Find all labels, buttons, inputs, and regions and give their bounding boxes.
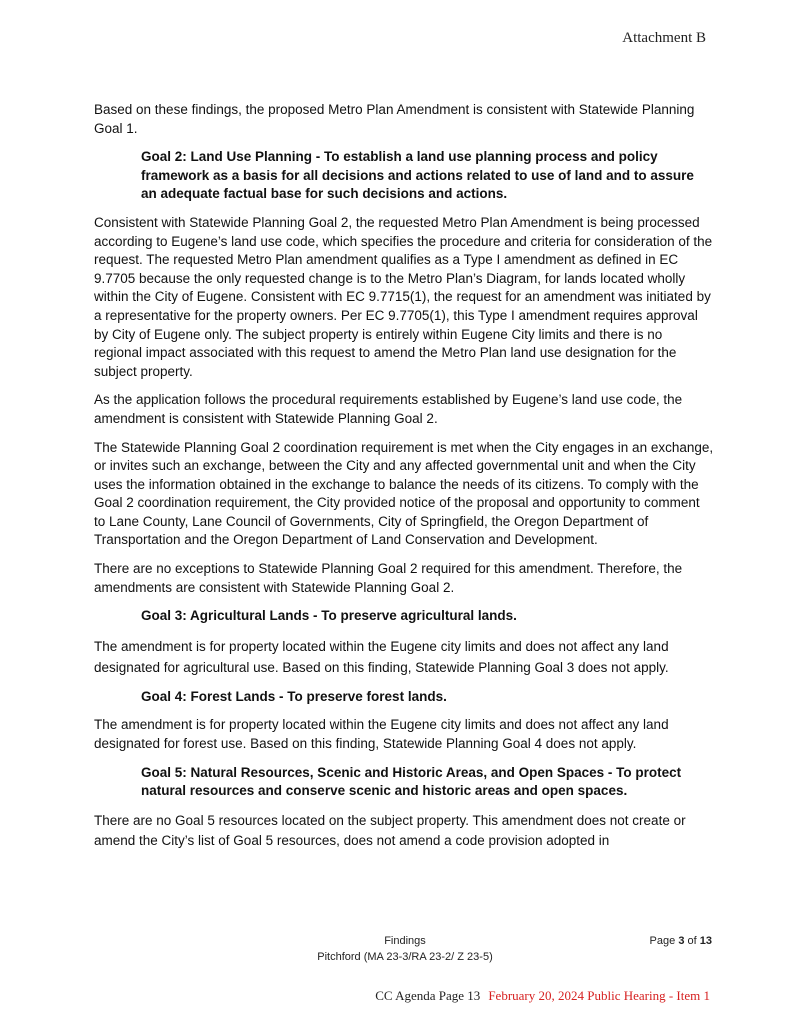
page-word: Page bbox=[649, 935, 676, 947]
document-body bbox=[94, 101, 714, 861]
goal-5-heading: Goal 5: Natural Resources, Scenic and Historic Areas, and Open Spaces - To protect natural resources and conserve scenic and historic areas and open spaces. bbox=[141, 764, 682, 799]
paragraph: There are no exceptions to Statewide Planning Goal 2 required for this amendment. Therefore, the amendments are consistent with Statewide Planning Goal 2. bbox=[94, 561, 683, 595]
paragraph: Based on these findings, the proposed Metro Plan Amendment is consistent with Statewide Planning Goal 1. bbox=[94, 102, 695, 136]
goal-3-heading: Goal 3: Agricultural Lands - To preserve agricultural lands. bbox=[141, 608, 517, 624]
goal-2-heading: Goal 2: Land Use Planning - To establish a land use planning process and policy framework as a basis for all decisions and actions related to use of land and to assure an adequate factual base for such decisions and actions. bbox=[141, 149, 694, 202]
page-number bbox=[600, 935, 712, 947]
paragraph: The Statewide Planning Goal 2 coordination requirement is met when the City engages in an exchange, or invites such an exchange, between the City and any affected governmental unit and when the City uses the information obtained in the exchange to balance the needs of its citizens. To comply with the Goal 2 coordination requirement, the City provided notice of the proposal and opportunity to comment to Lane County, Lane Council of Governments, City of Springfield, the Oregon Department of Transportation and the Oregon Department of Land Conservation and Development. bbox=[94, 439, 714, 548]
paragraph: The amendment is for property located within the Eugene city limits and does not affect any land designated for agricultural use. Based on this finding, Statewide Planning Goal 3 does not apply. bbox=[94, 638, 669, 675]
paragraph: As the application follows the procedural requirements established by Eugene’s land use code, the amendment is consistent with Statewide Planning Goal 2. bbox=[94, 392, 683, 426]
paragraph: There are no Goal 5 resources located on the subject property. This amendment does not create or amend the City’s list of Goal 5 resources, does not amend a code provision adopted in bbox=[94, 812, 686, 848]
paragraph: The amendment is for property located within the Eugene city limits and does not affect any land designated for forest use. Based on this finding, Statewide Planning Goal 4 does not apply. bbox=[94, 717, 669, 752]
page-current: 3 bbox=[678, 935, 685, 947]
agenda-page: CC Agenda Page 13 bbox=[375, 988, 481, 1003]
page-of: of bbox=[687, 935, 697, 947]
goal-4-heading: Goal 4: Forest Lands - To preserve forest lands. bbox=[141, 688, 447, 704]
paragraph: Consistent with Statewide Planning Goal 2, the requested Metro Plan Amendment is being processed according to Eugene’s land use code, which specifies the procedure and criteria for consideration of the request. The requested Metro Plan amendment qualifies as a Type I amendment as defined in EC 9.7705 because the only requested change is to the Metro Plan’s Diagram, for lands located wholly within the City of Eugene. Consistent with EC 9.7715(1), the request for an amendment was initiated by a representative for the property owners. Per EC 9.7705(1), this Type I amendment requires approval by City of Eugene only. The subject property is entirely within Eugene City limits and there is no regional impact associated with this request to amend the Metro Plan land use designation for the subject property. bbox=[94, 214, 713, 379]
page-total: 13 bbox=[699, 935, 712, 947]
agenda-stamp bbox=[330, 988, 710, 1004]
footer-title: Findings bbox=[384, 935, 426, 947]
attachment-label: Attachment B bbox=[622, 30, 706, 46]
agenda-hearing: February 20, 2024 Public Hearing - Item 1 bbox=[488, 988, 710, 1003]
footer-case: Pitchford (MA 23-3/RA 23-2/ Z 23-5) bbox=[317, 951, 493, 963]
